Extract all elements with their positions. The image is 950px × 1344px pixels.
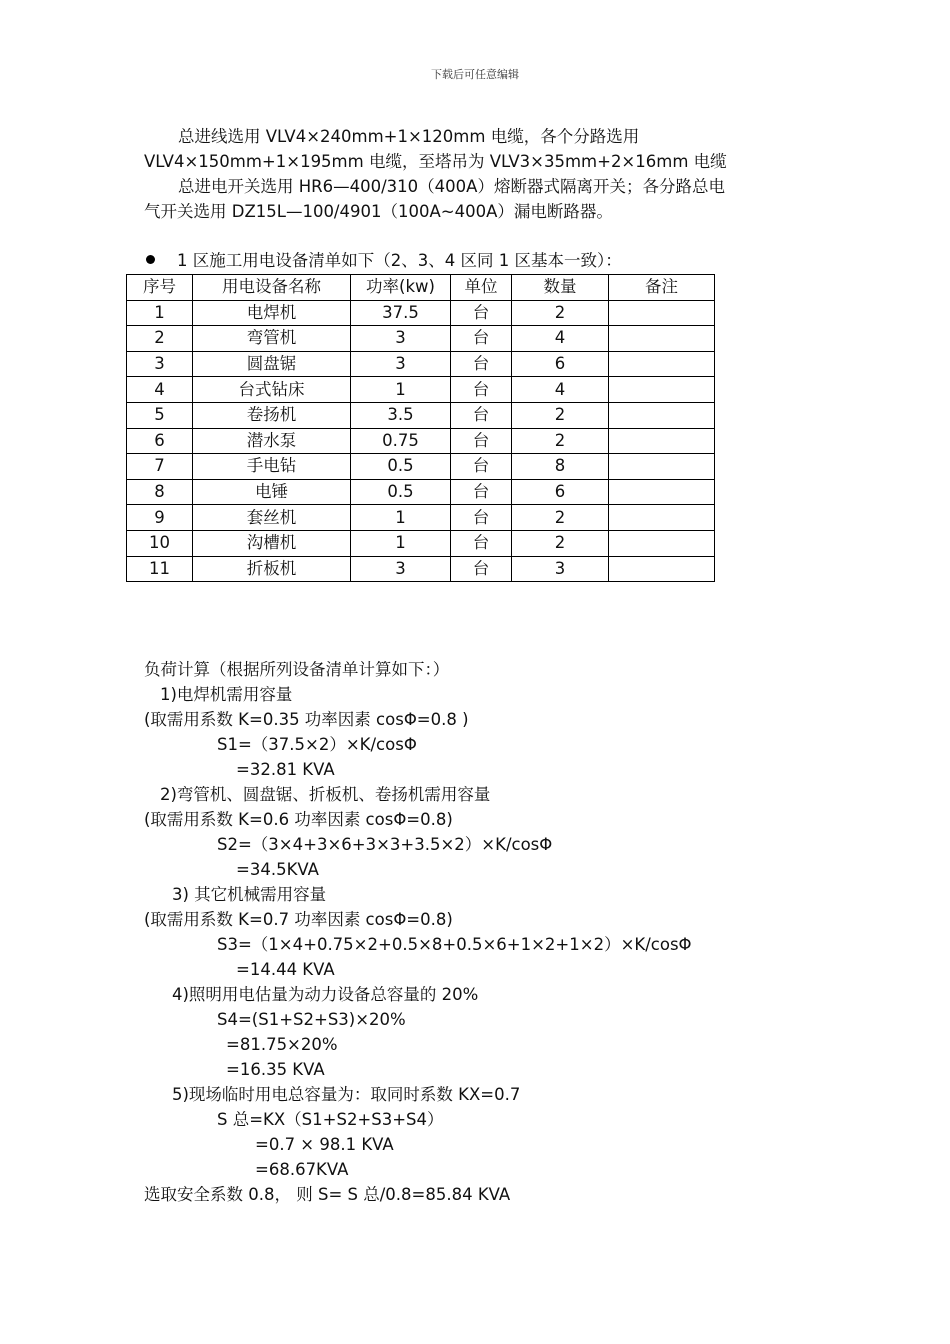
cell-qty: 2 — [512, 402, 609, 428]
cell-index: 8 — [127, 479, 193, 505]
cell-unit: 台 — [451, 530, 512, 556]
calc-coef-3: (取需用系数 K=0.7 功率因素 cosΦ=0.8) — [144, 910, 453, 929]
table-row — [127, 556, 715, 582]
cell-qty: 8 — [512, 454, 609, 480]
cell-remark — [609, 402, 715, 428]
cell-index: 7 — [127, 454, 193, 480]
cell-unit: 台 — [451, 351, 512, 377]
intro-line-3: 总进电开关选用 HR6—400/310（400A）熔断器式隔离开关；各分路总电 — [178, 177, 725, 196]
cell-qty: 2 — [512, 505, 609, 531]
cell-name: 手电钻 — [193, 454, 351, 480]
cell-name: 电锤 — [193, 479, 351, 505]
col-header-qty: 数量 — [512, 275, 609, 301]
cell-power: 3 — [351, 326, 451, 352]
cell-power: 1 — [351, 505, 451, 531]
cell-unit: 台 — [451, 402, 512, 428]
cell-power: 3.5 — [351, 402, 451, 428]
col-header-index: 序号 — [127, 275, 193, 301]
calc-formula-s1: S1=（37.5×2）×K/cosΦ — [217, 735, 417, 754]
calc-item-4: 4)照明用电估量为动力设备总容量的 20% — [172, 985, 479, 1004]
cell-index: 4 — [127, 377, 193, 403]
intro-line-4: 气开关选用 DZ15L—100/4901（100A~400A）漏电断路器。 — [144, 202, 613, 221]
cell-unit: 台 — [451, 505, 512, 531]
calc-result-s1: =32.81 KVA — [236, 760, 335, 779]
cell-qty: 2 — [512, 428, 609, 454]
cell-unit: 台 — [451, 428, 512, 454]
calc-item-3: 3) 其它机械需用容量 — [172, 885, 327, 904]
cell-power: 0.5 — [351, 479, 451, 505]
cell-remark — [609, 556, 715, 582]
calc-step-total: =0.7 × 98.1 KVA — [255, 1135, 394, 1154]
cell-index: 3 — [127, 351, 193, 377]
cell-index: 5 — [127, 402, 193, 428]
calc-item-5: 5)现场临时用电总容量为：取同时系数 KX=0.7 — [172, 1085, 521, 1104]
table-row — [127, 530, 715, 556]
cell-index: 1 — [127, 300, 193, 326]
cell-unit: 台 — [451, 326, 512, 352]
cell-power: 0.5 — [351, 454, 451, 480]
cell-power: 0.75 — [351, 428, 451, 454]
cell-remark — [609, 454, 715, 480]
cell-qty: 3 — [512, 556, 609, 582]
cell-index: 9 — [127, 505, 193, 531]
cell-name: 弯管机 — [193, 326, 351, 352]
bullet-icon — [146, 255, 155, 264]
cell-qty: 2 — [512, 530, 609, 556]
calc-conclusion: 选取安全系数 0.8， 则 S= S 总/0.8=85.84 KVA — [144, 1185, 511, 1204]
calc-formula-s2: S2=（3×4+3×6+3×3+3.5×2）×K/cosΦ — [217, 835, 553, 854]
calc-formula-total: S 总=KX（S1+S2+S3+S4） — [217, 1110, 444, 1129]
calc-coef-2: (取需用系数 K=0.6 功率因素 cosΦ=0.8) — [144, 810, 453, 829]
table-title — [146, 251, 622, 271]
cell-qty: 4 — [512, 377, 609, 403]
table-row — [127, 505, 715, 531]
cell-remark — [609, 377, 715, 403]
table-row — [127, 402, 715, 428]
calc-formula-s3: S3=（1×4+0.75×2+0.5×8+0.5×6+1×2+1×2）×K/cosΦ — [217, 935, 692, 954]
cell-unit: 台 — [451, 479, 512, 505]
cell-remark — [609, 505, 715, 531]
table-row — [127, 351, 715, 377]
cell-unit: 台 — [451, 454, 512, 480]
cell-index: 10 — [127, 530, 193, 556]
cell-remark — [609, 428, 715, 454]
intro-line-1: 总进线选用 VLV4×240mm+1×120mm 电缆，各个分路选用 — [178, 127, 640, 146]
cell-name: 潜水泵 — [193, 428, 351, 454]
page-header: 下载后可任意编辑 — [431, 68, 519, 81]
cell-remark — [609, 530, 715, 556]
table-row — [127, 454, 715, 480]
calc-result-s3: =14.44 KVA — [236, 960, 335, 979]
cell-qty: 6 — [512, 351, 609, 377]
table-row — [127, 377, 715, 403]
calc-formula-s4: S4=(S1+S2+S3)×20% — [217, 1010, 406, 1029]
cell-power: 3 — [351, 556, 451, 582]
cell-index: 6 — [127, 428, 193, 454]
calc-heading: 负荷计算（根据所列设备清单计算如下：） — [144, 660, 450, 679]
calc-result-s4: =16.35 KVA — [226, 1060, 325, 1079]
table-header-row — [127, 275, 715, 301]
cell-name: 电焊机 — [193, 300, 351, 326]
calc-item-1: 1)电焊机需用容量 — [160, 685, 293, 704]
cell-power: 1 — [351, 377, 451, 403]
cell-name: 卷扬机 — [193, 402, 351, 428]
cell-qty: 4 — [512, 326, 609, 352]
table-row — [127, 300, 715, 326]
cell-name: 折板机 — [193, 556, 351, 582]
cell-power: 1 — [351, 530, 451, 556]
calc-result-total: =68.67KVA — [255, 1160, 349, 1179]
cell-name: 台式钻床 — [193, 377, 351, 403]
col-header-remark: 备注 — [609, 275, 715, 301]
cell-qty: 2 — [512, 300, 609, 326]
table-row — [127, 326, 715, 352]
intro-line-2: VLV4×150mm+1×195mm 电缆，至塔吊为 VLV3×35mm+2×16mm 电缆 — [144, 152, 727, 171]
table-title-text: 1 区施工用电设备清单如下（2、3、4 区同 1 区基本一致）： — [177, 251, 622, 270]
cell-unit: 台 — [451, 300, 512, 326]
cell-remark — [609, 479, 715, 505]
calc-step-s4: =81.75×20% — [226, 1035, 338, 1054]
cell-remark — [609, 351, 715, 377]
cell-unit: 台 — [451, 377, 512, 403]
col-header-unit: 单位 — [451, 275, 512, 301]
table-row — [127, 479, 715, 505]
calc-coef-1: (取需用系数 K=0.35 功率因素 cosΦ=0.8 ) — [144, 710, 469, 729]
cell-unit: 台 — [451, 556, 512, 582]
calc-item-2: 2)弯管机、圆盘锯、折板机、卷扬机需用容量 — [160, 785, 491, 804]
cell-index: 2 — [127, 326, 193, 352]
cell-power: 37.5 — [351, 300, 451, 326]
col-header-power: 功率(kw) — [351, 275, 451, 301]
cell-remark — [609, 300, 715, 326]
cell-index: 11 — [127, 556, 193, 582]
cell-name: 沟槽机 — [193, 530, 351, 556]
cell-name: 圆盘锯 — [193, 351, 351, 377]
table-row — [127, 428, 715, 454]
cell-remark — [609, 326, 715, 352]
cell-qty: 6 — [512, 479, 609, 505]
equipment-table — [126, 274, 715, 582]
calc-result-s2: =34.5KVA — [236, 860, 319, 879]
col-header-name: 用电设备名称 — [193, 275, 351, 301]
cell-name: 套丝机 — [193, 505, 351, 531]
cell-power: 3 — [351, 351, 451, 377]
